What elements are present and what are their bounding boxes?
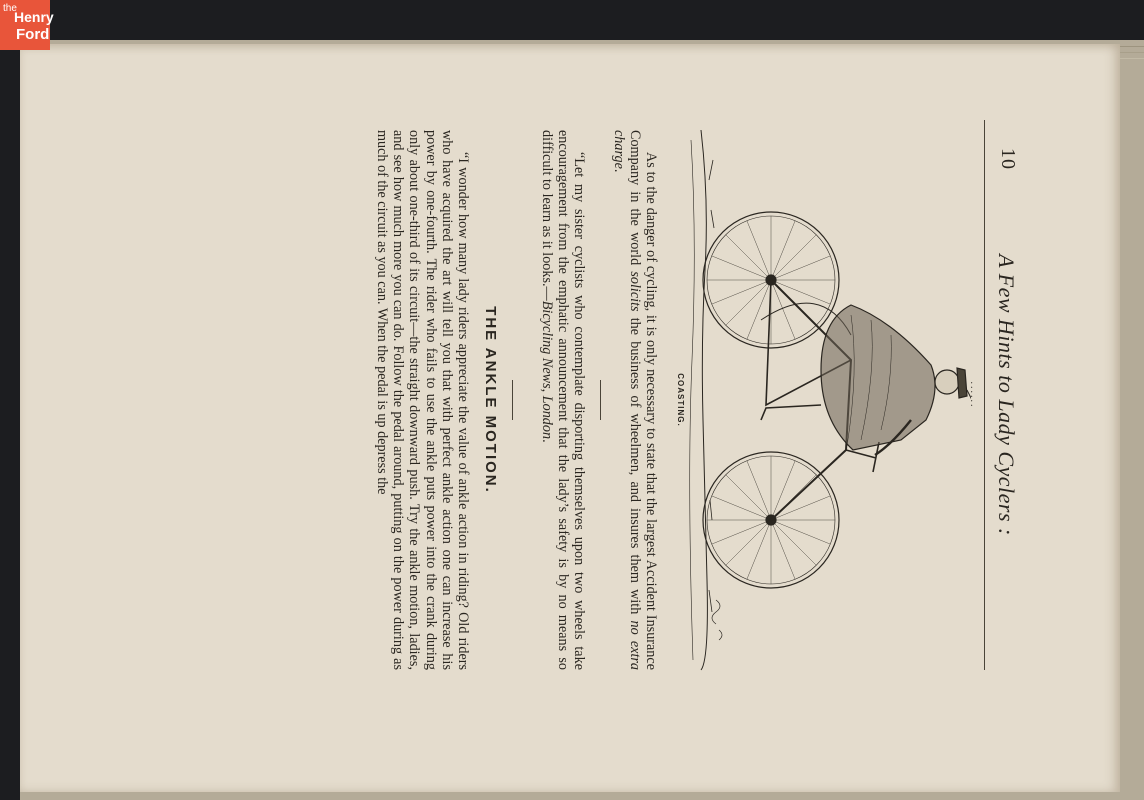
page-number: 10: [997, 148, 1019, 170]
section-divider: [600, 380, 601, 420]
running-head: A Few Hints to Lady Cyclers :: [994, 254, 1019, 536]
henry-ford-logo: [0, 0, 54, 50]
paragraph-italic-text: Bicycling News, London: [538, 300, 555, 440]
paragraph-insurance: [610, 130, 659, 670]
paragraph-text: “Let my sister cyclists who contemplate disporting themselves upon two wheels take encouragement from the emphatic announcement that the lady’s safety is by no means so difficult to learn as it looks.—: [538, 130, 587, 670]
header-rule: [984, 120, 985, 670]
paragraph-text: the business of wheelmen, and insures them with: [626, 311, 643, 621]
header-dots: ......: [968, 381, 979, 409]
paragraph-text: .: [610, 168, 627, 173]
paragraph-quote: [538, 130, 587, 670]
logo-text-ford: Ford: [16, 26, 50, 43]
section-title: THE ANKLE MOTION.: [482, 306, 499, 494]
logo-text-henry: Henry: [14, 9, 54, 25]
paragraph-italic-text: solicits: [626, 271, 643, 312]
logo-text-the: the: [3, 3, 17, 14]
rotated-page-content: [107, 120, 1037, 680]
paragraph-ankle-motion: “I wonder how many lady riders appreciate the value of ankle action in riding? Old riders who have acquired the art will tell you that with perfect ankle action one can increase his power by one-fourth. The rider who fails to use the ankle puts power into the crank during only about one-third of its circuit—the straight downward push. Try the ankle motion, ladies, and see how much more you can do. Follow the pedal around, putting on the power during as much of the circuit as you can. When the pedal is up depress the: [373, 130, 471, 670]
cycling-illustration: [681, 120, 971, 680]
paragraph-italic-text: no extra charge: [610, 130, 643, 670]
illustration-caption: COASTING.: [676, 373, 685, 427]
paragraph-text: .: [538, 439, 555, 443]
section-divider: [512, 380, 513, 420]
paragraph-text: As to the danger of cycling, it is only necessary to state that the largest Accident Insurance Company in the world: [626, 130, 659, 670]
